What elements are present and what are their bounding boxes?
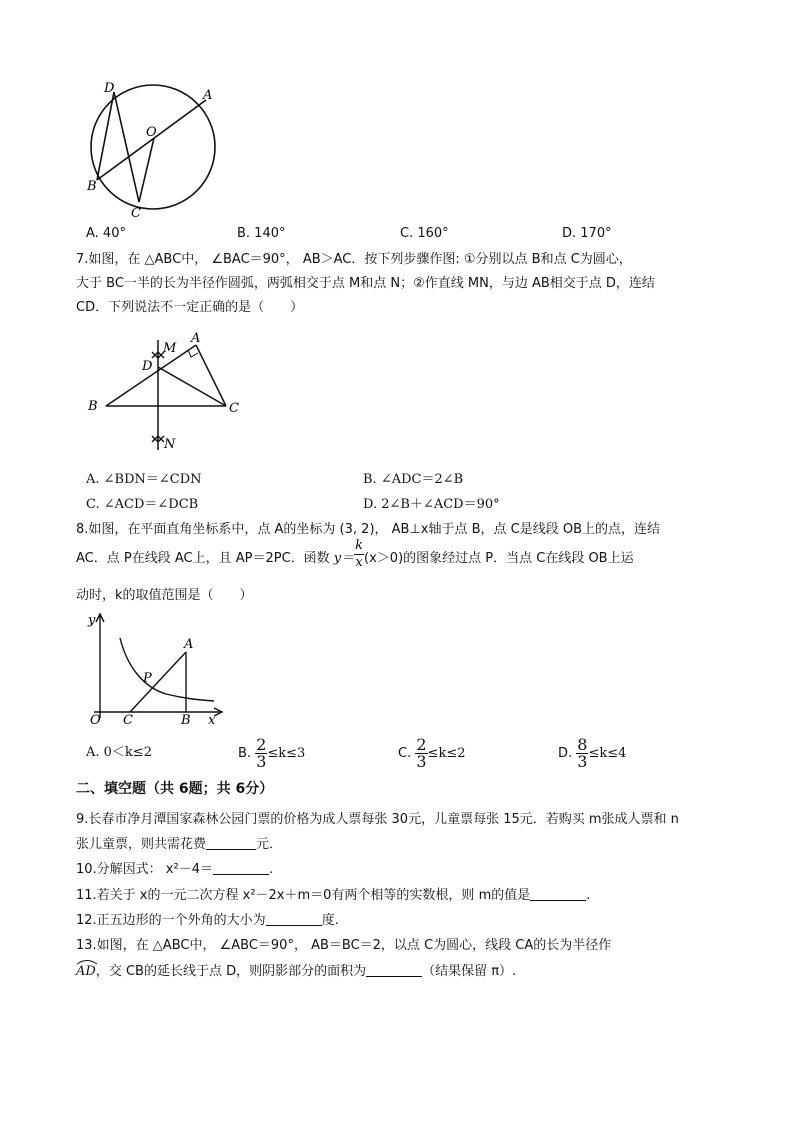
q13-line1: 13.如图，在 △ABC中， ∠ABC＝90°， AB＝BC＝2，以点 C为圆心，线段 CA的长为半径作 bbox=[76, 938, 612, 953]
label-c: C bbox=[123, 713, 133, 728]
q9-line1: 9.长春市净月潭国家森林公园门票的价格为成人票每张 30元，儿童票每张 15元．若购买 m张成人票和 n bbox=[76, 812, 679, 827]
q7-option-c[interactable]: C. ∠ACD＝∠DCB bbox=[86, 497, 199, 512]
q13-line2 bbox=[76, 962, 516, 982]
q8-option-d-prefix: D. bbox=[558, 746, 573, 761]
q10 bbox=[76, 860, 273, 880]
q7-line1: 7.如图，在 △ABC中， ∠BAC＝90°， AB＞AC．按下列步骤作图: ①分别以点 B和点 C为圆心， bbox=[76, 252, 632, 267]
label-x: x bbox=[208, 713, 216, 728]
q10-text: 10.分解因式： x²－4＝ bbox=[76, 862, 213, 877]
q8-option-c-num: 2 bbox=[416, 735, 427, 754]
q8-line1: 8.如图，在平面直角坐标系中，点 A的坐标为 (3, 2)， AB⊥x轴于点 B，点 C是线段 OB上的点，连结 bbox=[76, 522, 661, 537]
q12-answer-blank[interactable] bbox=[266, 911, 322, 926]
q8-option-c-prefix: C. bbox=[398, 746, 412, 761]
q8-option-a[interactable]: A. 0＜k≤2 bbox=[86, 745, 152, 760]
label-a: A bbox=[184, 637, 194, 652]
q9-line2 bbox=[76, 835, 282, 855]
q8-option-c-post: ≤k≤2 bbox=[427, 746, 466, 761]
label-b: B bbox=[181, 713, 191, 728]
label-c: C bbox=[229, 401, 239, 416]
q8-line2 bbox=[76, 538, 634, 571]
label-o: O bbox=[90, 713, 101, 728]
q7-option-b[interactable]: B. ∠ADC＝2∠B bbox=[363, 472, 464, 487]
q13-arc-label: AD bbox=[76, 964, 96, 979]
q8-option-d-num: 8 bbox=[577, 735, 588, 754]
q13-line2b: （结果保留 π）. bbox=[422, 964, 517, 979]
triangle-figure bbox=[84, 328, 254, 458]
q10-end: . bbox=[268, 862, 274, 877]
q8-option-c[interactable] bbox=[398, 734, 465, 774]
q8-frac-den: x bbox=[355, 555, 363, 570]
circle bbox=[91, 85, 215, 209]
hyperbola bbox=[120, 638, 214, 701]
label-d: D bbox=[104, 81, 115, 96]
q8-line2a: AC．点 P在线段 AC上，且 AP＝2PC．函数 bbox=[76, 551, 330, 566]
q6-option-a[interactable]: A. 40° bbox=[86, 226, 126, 241]
q11 bbox=[76, 886, 590, 906]
segment-dc bbox=[114, 92, 139, 202]
q9-answer-blank[interactable] bbox=[206, 835, 256, 850]
q8-option-b[interactable] bbox=[238, 734, 305, 774]
q13-answer-blank[interactable] bbox=[366, 962, 422, 977]
q8-option-b-fraction bbox=[255, 737, 267, 770]
segment-ba bbox=[97, 100, 206, 180]
q7-line3: CD．下列说法不一定正确的是（ ） bbox=[76, 300, 304, 315]
right-angle-mark bbox=[188, 350, 198, 357]
q12-end: 度. bbox=[321, 913, 339, 928]
q12-text: 12.正五边形的一个外角的大小为 bbox=[76, 913, 266, 928]
q9-line2b: 元． bbox=[256, 837, 283, 852]
q8-option-b-prefix: B. bbox=[238, 746, 252, 761]
q8-option-d-den: 3 bbox=[577, 752, 588, 771]
q9-line2a: 张儿童票，则共需花费 bbox=[76, 837, 207, 852]
segment-ac bbox=[130, 652, 186, 712]
q10-answer-blank[interactable] bbox=[213, 860, 269, 875]
q6-option-d[interactable]: D. 170° bbox=[562, 226, 612, 241]
arc-symbol bbox=[76, 959, 98, 965]
q11-text: 11.若关于 x的一元二次方程 x²－2x＋m＝0有两个相等的实数根，则 m的值是 bbox=[76, 888, 531, 903]
q7-option-d[interactable]: D. 2∠B＋∠ACD＝90° bbox=[363, 497, 500, 512]
circle-figure bbox=[84, 78, 224, 218]
segment-db bbox=[97, 92, 114, 180]
q8-line2b: (x＞0)的图象经过点 P．当点 C在线段 OB上运 bbox=[364, 551, 634, 566]
q6-option-b[interactable]: B. 140° bbox=[237, 226, 286, 241]
q13-line2a: ，交 CB的延长线于点 D，则阴影部分的面积为 bbox=[95, 964, 367, 979]
section-heading: 二、填空题（共 6题；共 6分） bbox=[76, 781, 274, 797]
q13-arc-ad bbox=[76, 962, 96, 982]
label-m: M bbox=[163, 341, 177, 356]
q8-line3: 动时，k的取值范围是（ ） bbox=[76, 588, 253, 603]
label-c: C bbox=[131, 206, 141, 218]
q8-option-b-num: 2 bbox=[256, 735, 267, 754]
q8-option-c-den: 3 bbox=[416, 752, 427, 771]
q8-y-eq: y＝ bbox=[333, 551, 355, 566]
q8-option-b-den: 3 bbox=[256, 752, 267, 771]
q11-answer-blank[interactable] bbox=[530, 886, 586, 901]
label-d: D bbox=[142, 359, 153, 374]
q8-option-d-post: ≤k≤4 bbox=[588, 746, 627, 761]
label-b: B bbox=[87, 179, 97, 194]
label-a: A bbox=[203, 88, 213, 103]
q6-option-c[interactable]: C. 160° bbox=[400, 226, 449, 241]
q7-option-a[interactable]: A. ∠BDN＝∠CDN bbox=[86, 472, 202, 487]
q8-frac-num: k bbox=[355, 538, 364, 553]
q11-end: . bbox=[586, 888, 591, 903]
q8-option-c-fraction bbox=[415, 737, 427, 770]
segment-ba bbox=[106, 345, 196, 406]
label-a: A bbox=[191, 331, 201, 346]
label-y: y bbox=[88, 613, 96, 628]
label-p: P bbox=[143, 671, 152, 686]
label-b: B bbox=[88, 399, 98, 414]
coordinate-figure bbox=[86, 610, 226, 728]
q12 bbox=[76, 911, 339, 931]
q8-fraction bbox=[354, 538, 364, 571]
q7-line2: 大于 BC一半的长为半径作圆弧，两弧相交于点 M和点 N；②作直线 MN，与边 AB相交于点 D，连结 bbox=[76, 276, 655, 291]
q8-option-d[interactable] bbox=[558, 734, 626, 774]
label-o: O bbox=[146, 125, 157, 140]
q8-option-b-post: ≤k≤3 bbox=[267, 746, 306, 761]
label-n: N bbox=[164, 437, 176, 452]
q8-option-d-fraction bbox=[576, 737, 588, 770]
